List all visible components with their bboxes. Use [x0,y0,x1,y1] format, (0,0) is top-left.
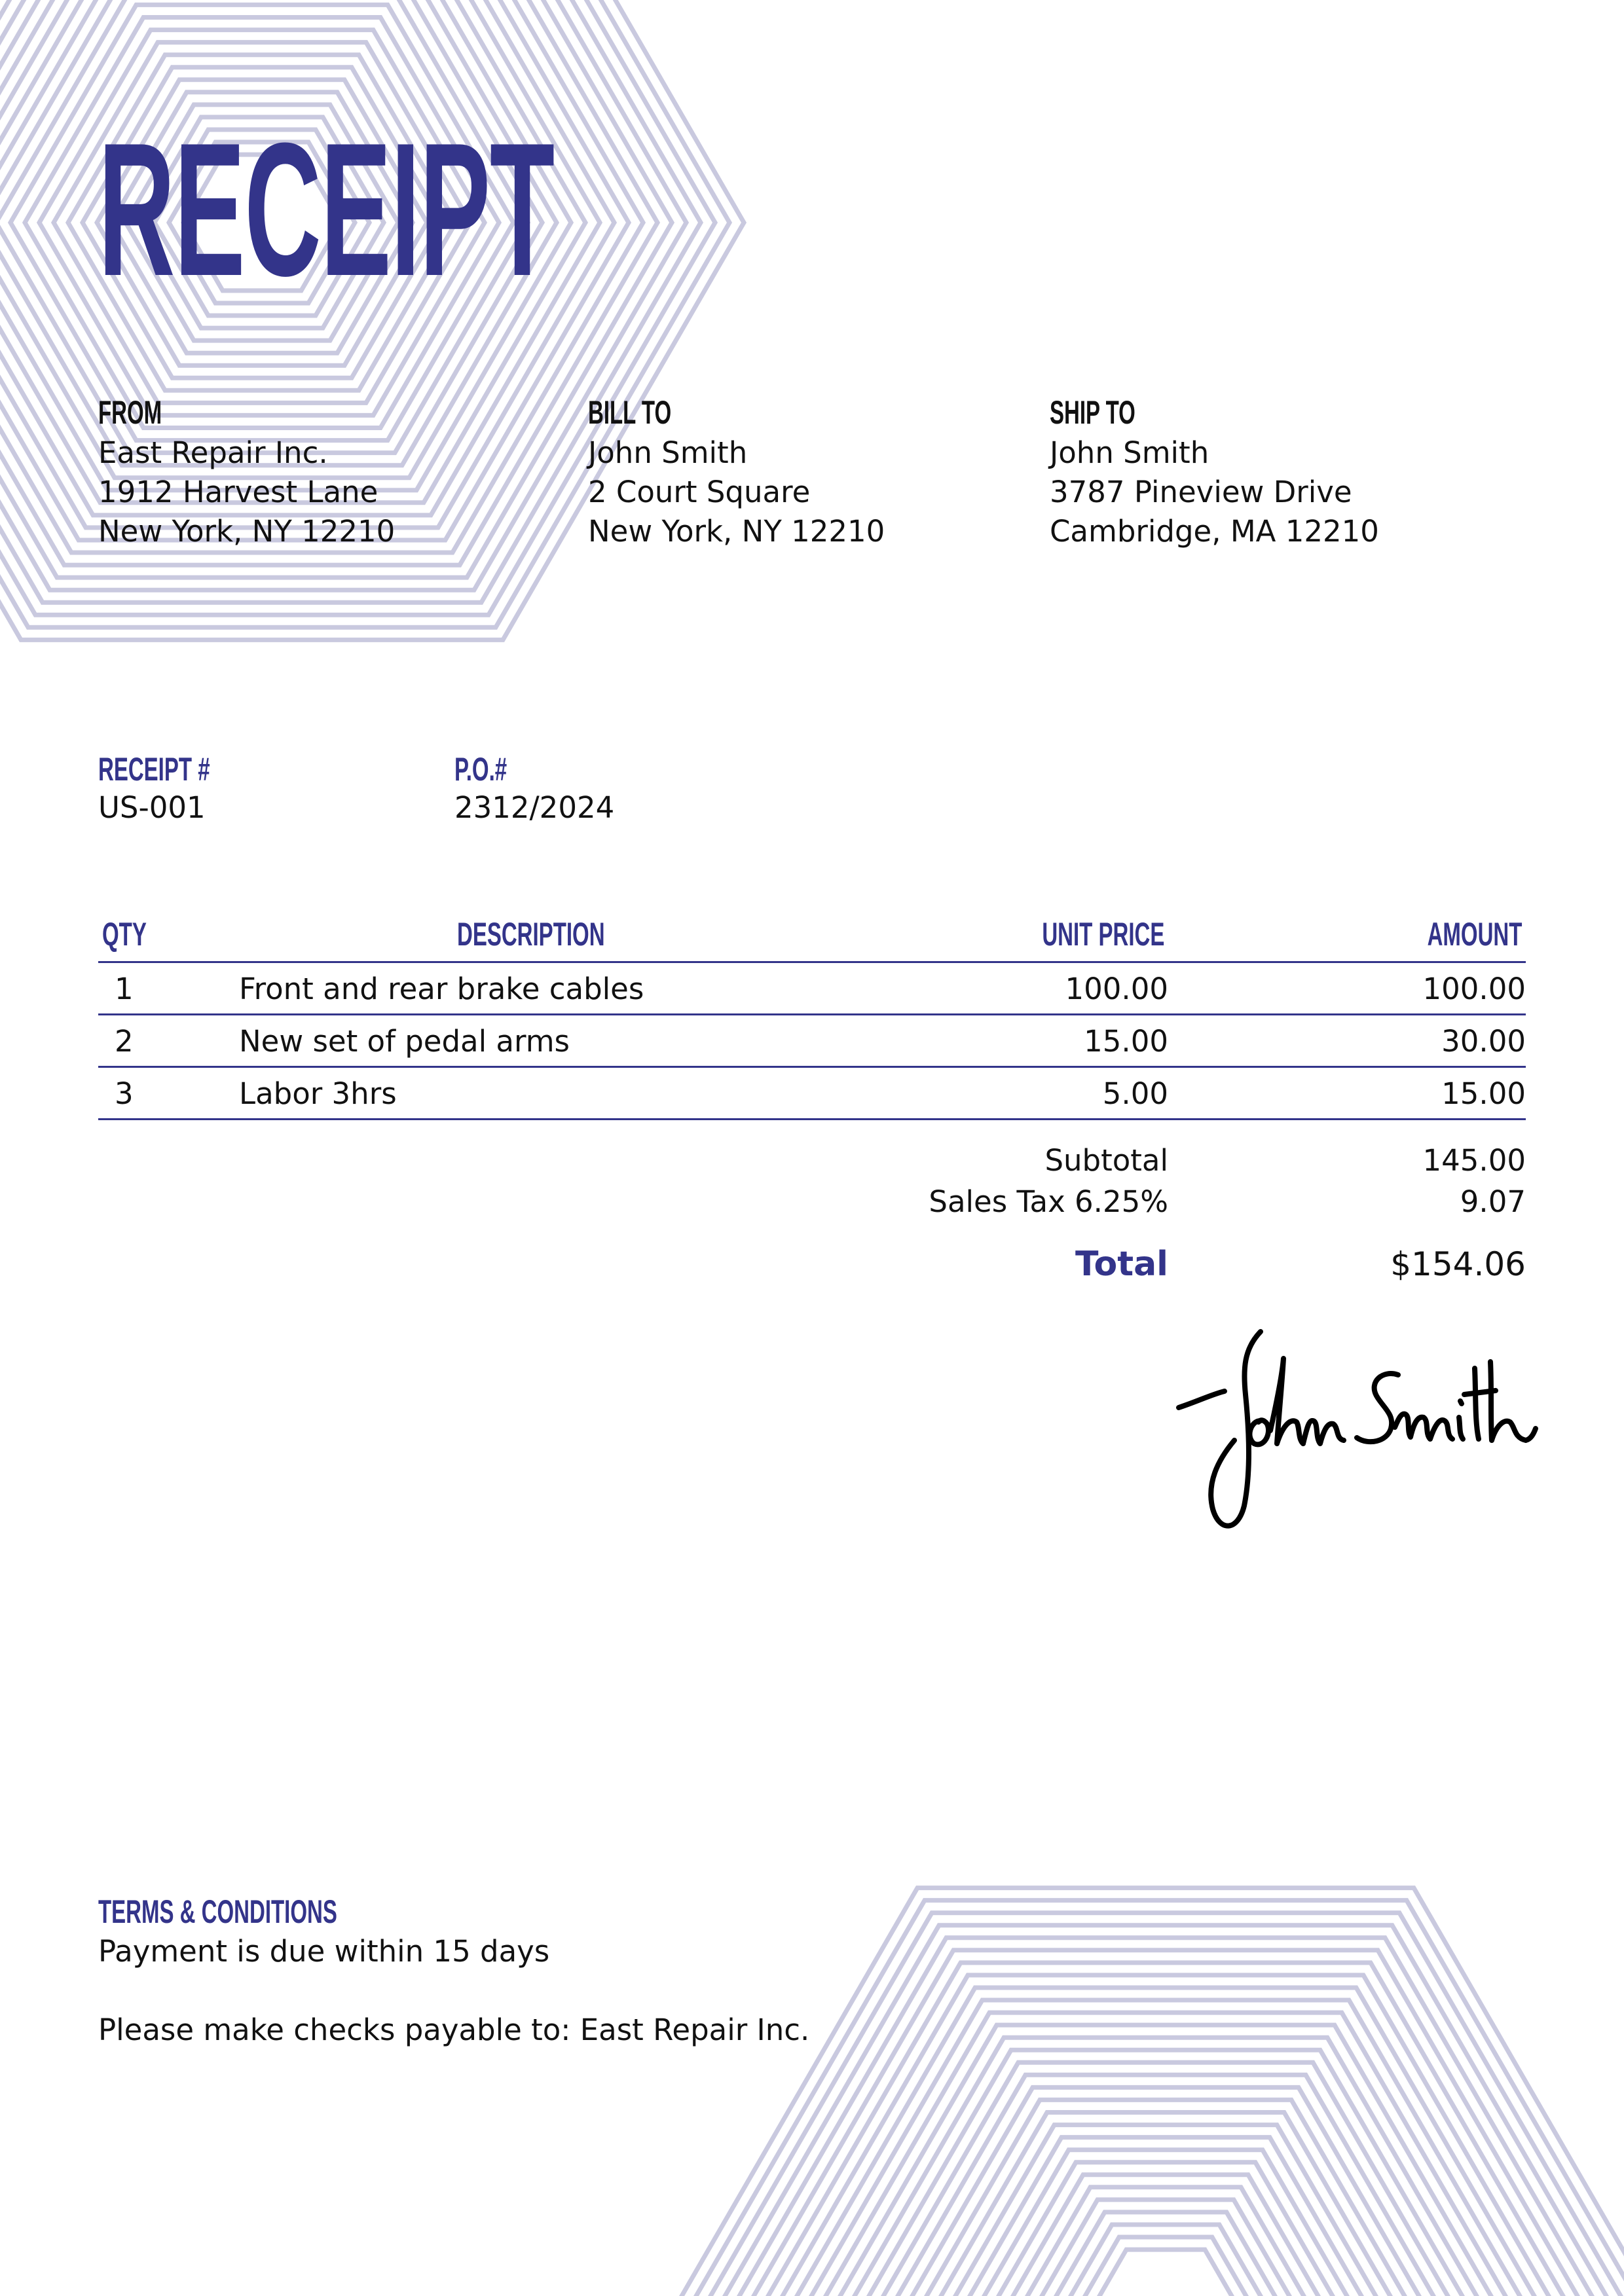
total-label: Total [1075,1245,1168,1284]
ship-to-line: Cambridge, MA 12210 [1050,514,1379,549]
hexagon-ring [712,1925,1619,2296]
terms-section [98,1895,809,2050]
bill-to-line: New York, NY 12210 [588,514,885,549]
row-description: Front and rear brake cables [239,972,644,1006]
hexagon-ring [727,1938,1604,2296]
hexagon-ring [1058,2225,1273,2296]
subtotal-value: 145.00 [1422,1143,1526,1178]
hexagon-ring [828,2025,1504,2296]
from-line: East Repair Inc. [98,435,328,470]
po-number-value: 2312/2024 [454,790,615,825]
table-divider [98,1118,1526,1120]
hexagon-ring [857,2050,1475,2296]
hexagon-ring [986,2162,1345,2296]
hexagon-ring [842,2037,1489,2296]
hexagon-ring [957,2138,1374,2296]
bill-to-label: BILL TO [588,394,672,431]
hexagon-ring [669,1888,1624,2296]
terms-line: Payment is due within 15 days [98,1934,550,1969]
from-line: New York, NY 12210 [98,514,396,549]
row-amount: 15.00 [1441,1076,1526,1111]
terms-label: TERMS & CONDITIONS [98,1893,337,1930]
ship-to-section [1050,396,1379,551]
table-divider [98,1066,1526,1068]
receipt-number-section [98,753,267,828]
signature-image [1172,1322,1539,1545]
hexagon-ring [1015,2187,1316,2296]
ship-to-line: John Smith [1050,435,1209,470]
hexagon-ring [813,2013,1518,2296]
row-qty: 2 [115,1024,134,1059]
hexagon-ring [799,2000,1532,2296]
hexagon-ring [756,1963,1576,2296]
row-unit-price: 100.00 [1065,972,1168,1006]
from-label: FROM [98,394,162,431]
hexagon-ring [684,1901,1624,2296]
from-line: 1912 Harvest Lane [98,475,378,509]
hexagon-ring [885,2075,1446,2296]
hexagon-ring [784,1988,1547,2296]
po-number-section [454,753,614,828]
row-description: New set of pedal arms [239,1024,570,1059]
bill-to-section [588,396,885,551]
hexagon-ring [914,2100,1417,2296]
row-amount: 100.00 [1422,972,1526,1006]
hexagon-ring [972,2150,1359,2296]
table-divider [98,1013,1526,1015]
column-header-amount: AMOUNT [1427,916,1522,953]
hexagon-ring [1001,2175,1331,2296]
receipt-number-value: US-001 [98,790,206,825]
hexagon-ring [698,1913,1624,2296]
bill-to-line: John Smith [588,435,748,470]
hexagon-ring [900,2087,1431,2296]
ship-to-label: SHIP TO [1050,394,1135,431]
table-divider [98,961,1526,963]
hexagon-ring [943,2125,1388,2296]
hexagon-ring [871,2062,1460,2296]
sales-tax-label: Sales Tax 6.25% [929,1184,1168,1219]
from-section [98,396,395,551]
row-amount: 30.00 [1441,1024,1526,1059]
hexagon-pattern-top [0,0,760,668]
hexagon-ring [1087,2250,1244,2296]
hexagon-ring [741,1950,1590,2296]
column-header-qty: QTY [102,916,147,953]
document-title: RECEIPT [98,103,555,316]
row-qty: 1 [115,972,134,1006]
terms-line: Please make checks payable to: East Repair Inc. [98,2013,810,2047]
row-description: Labor 3hrs [239,1076,397,1111]
po-number-label: P.O.# [454,751,507,788]
row-unit-price: 15.00 [1084,1024,1168,1059]
ship-to-line: 3787 Pineview Drive [1050,475,1352,509]
sales-tax-value: 9.07 [1460,1184,1526,1219]
total-value: $154.06 [1390,1245,1526,1283]
bill-to-line: 2 Court Square [588,475,811,509]
hexagon-ring [770,1975,1561,2296]
row-qty: 3 [115,1076,134,1111]
column-header-unit-price: UNIT PRICE [1041,916,1164,953]
column-header-description: DESCRIPTION [457,916,605,953]
hexagon-ring [1029,2200,1302,2296]
hexagon-ring [1044,2212,1287,2296]
row-unit-price: 5.00 [1102,1076,1168,1111]
hexagon-ring [929,2113,1403,2296]
hexagon-ring [1073,2237,1259,2296]
subtotal-label: Subtotal [1044,1143,1168,1178]
receipt-number-label: RECEIPT # [98,751,210,788]
